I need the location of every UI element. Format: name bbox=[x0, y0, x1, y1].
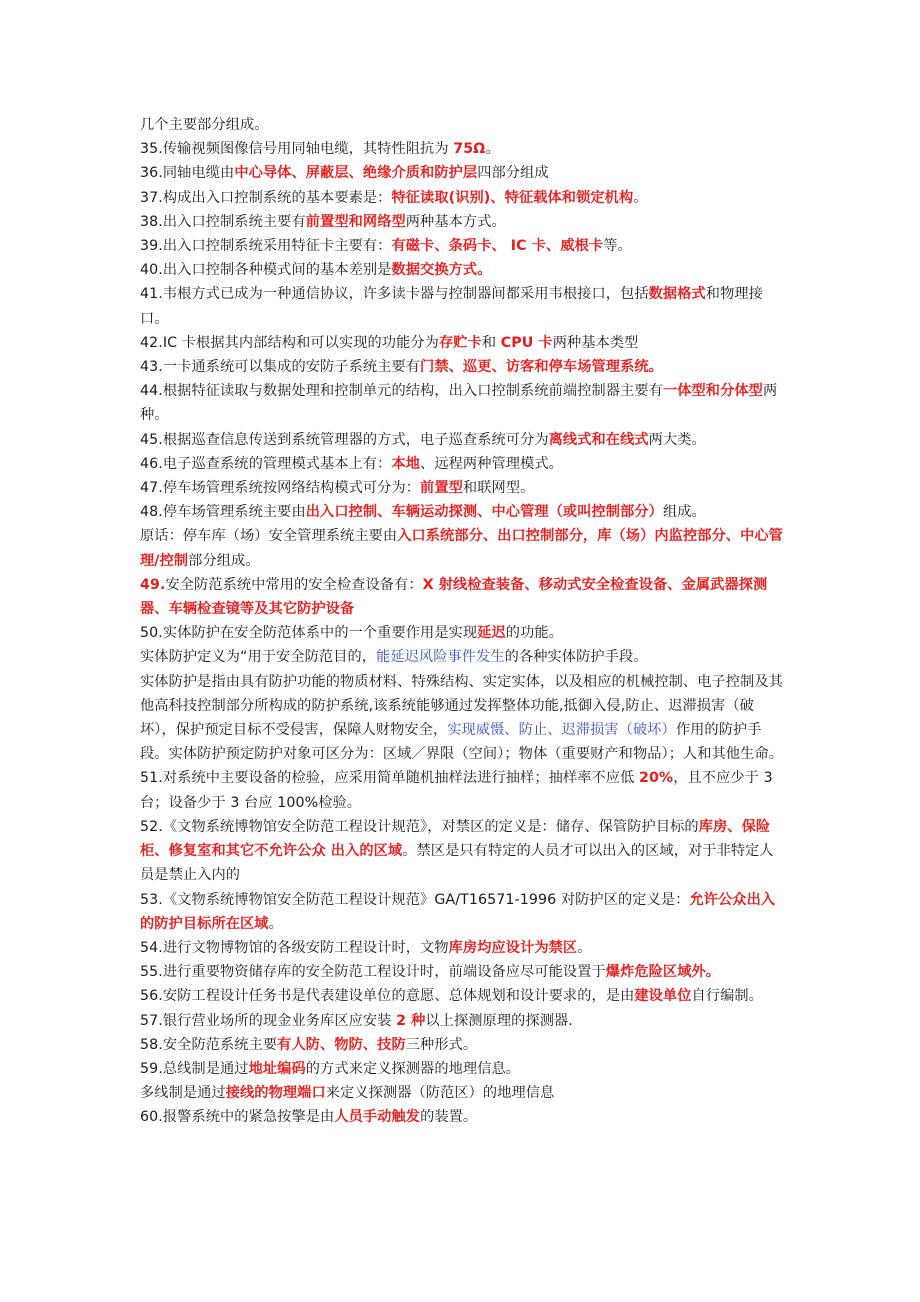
text-line bbox=[140, 1105, 784, 1129]
highlight-red-text: 75Ω bbox=[453, 141, 486, 158]
body-text: 43.一卡通系统可以集成的安防子系统主要有 bbox=[140, 359, 421, 376]
body-text: 。 bbox=[485, 141, 500, 158]
text-line bbox=[140, 888, 784, 936]
highlight-blue-text: 实现威慑、防止、迟滞损害（破坏） bbox=[447, 722, 676, 739]
highlight-red-text: 2 种 bbox=[396, 1012, 426, 1029]
text-line bbox=[140, 161, 784, 185]
text-line bbox=[140, 210, 784, 234]
body-text: 53.《文物系统博物馆安全防范工程设计规范》GA/T16571-1996 对防护区的定义是： bbox=[140, 891, 690, 908]
body-text: 57.银行营业场所的现金业务库区应安装 bbox=[140, 1012, 397, 1029]
body-text: 作用的防护手段。实体防护预定防护对象可区分为：区域／界限（空间）；物体（重要财产和物品）；人和其他生命。 bbox=[140, 722, 784, 763]
highlight-red-text: 离线式和在线式 bbox=[548, 431, 649, 448]
text-line bbox=[140, 234, 784, 258]
body-text: ，且不应少于 3 台；设备少于 3 台应 100%检验。 bbox=[140, 770, 773, 811]
body-text: 的各种实体防护手段。 bbox=[504, 649, 648, 666]
text-line bbox=[140, 766, 784, 814]
highlight-red-text: 前置型 bbox=[420, 480, 463, 497]
highlight-red-text: 人员手动触发 bbox=[334, 1109, 421, 1126]
body-text: 和物理接口。 bbox=[140, 286, 763, 327]
body-text: 以上探测原理的探测器. bbox=[425, 1012, 573, 1029]
highlight-red-text: 门禁、巡更、访客和停车场管理系统。 bbox=[420, 359, 663, 376]
highlight-red-text: 爆炸危险区域外。 bbox=[605, 964, 721, 981]
body-text: 44.根据特征读取与数据处理和控制单元的结构，出入口控制系统前端控制器主要有 bbox=[140, 383, 663, 400]
highlight-red-text: 地址编码 bbox=[248, 1060, 306, 1077]
body-text: 两大类。 bbox=[648, 431, 706, 448]
highlight-red-text: 20% bbox=[638, 770, 674, 787]
body-text: 组成。 bbox=[662, 504, 706, 521]
highlight-red-text: 入口系统部分、出口控制部分，库（场）内监控部分、中心管理/控制 bbox=[140, 528, 783, 569]
highlight-red-text: 中心导体、屏蔽层、绝缘介质和防护层 bbox=[234, 165, 478, 182]
highlight-red-text: 接线的物理端口 bbox=[225, 1085, 326, 1102]
body-text: 41.韦根方式已成为一种通信协议，许多读卡器与控制器间都采用韦根接口，包括 bbox=[140, 286, 649, 303]
text-line bbox=[140, 573, 784, 621]
body-text: 59.总线制是通过 bbox=[140, 1060, 249, 1077]
body-text: 的装置。 bbox=[420, 1109, 478, 1126]
text-line bbox=[140, 621, 784, 645]
body-text: 40.出入口控制各种模式间的基本差别是 bbox=[140, 262, 392, 279]
text-line bbox=[140, 936, 784, 960]
body-text: 51.对系统中主要设备的检验，应采用简单随机抽样法进行抽样；抽样率不应低 bbox=[140, 770, 639, 787]
body-text: 、远程两种管理模式。 bbox=[420, 455, 563, 472]
body-text: 两种。 bbox=[140, 383, 778, 424]
body-text: 。 bbox=[633, 189, 648, 206]
highlight-red-text: 一体型和分体型 bbox=[662, 383, 763, 400]
highlight-red-text: 允许公众出入的防护目标所在区域 bbox=[140, 891, 776, 932]
body-text: 。 bbox=[268, 915, 283, 932]
text-line bbox=[140, 815, 784, 888]
text-line bbox=[140, 645, 784, 669]
highlight-red-text: 前置型和网络型 bbox=[305, 213, 406, 230]
text-line bbox=[140, 1081, 784, 1105]
text-line bbox=[140, 137, 784, 161]
document-body bbox=[140, 113, 784, 1130]
body-text: 两种基本方式。 bbox=[405, 213, 506, 230]
highlight-red-text: 存贮卡 bbox=[438, 334, 482, 351]
highlight-red-text: 数据格式 bbox=[648, 286, 706, 303]
body-text: 47.停车场管理系统按网络结构模式可分为： bbox=[140, 480, 421, 497]
text-line bbox=[140, 1009, 784, 1033]
body-text: 54.进行文物博物馆的各级安防工程设计时，文物 bbox=[140, 939, 449, 956]
highlight-blue-text: 能延迟风险事件发生 bbox=[376, 649, 505, 666]
text-line bbox=[140, 452, 784, 476]
text-line bbox=[140, 258, 784, 282]
highlight-red-text: 数据交换方式。 bbox=[391, 262, 492, 279]
body-text: 55.进行重要物资储存库的安全防范工程设计时，前端设备应尽可能设置于 bbox=[140, 964, 606, 981]
highlight-red-text: 本地 bbox=[391, 455, 421, 472]
body-text: 38.出入口控制系统主要有 bbox=[140, 213, 306, 230]
text-line bbox=[140, 113, 784, 137]
highlight-red-text: 49. bbox=[140, 576, 166, 593]
highlight-red-text: 库房、保险柜、修复室和其它不允许公众 出入的区域 bbox=[140, 818, 771, 860]
text-line bbox=[140, 1033, 784, 1057]
body-text: 48.停车场管理系统主要由 bbox=[140, 504, 306, 521]
body-text: 实体防护是指由具有防护功能的物质材料、特殊结构、实定实体，以及相应的机械控制、电子控制及其他高科技控制部分所构成的防护系统,该系统能够通过发挥整体功能,抵御入侵,防止、迟滞损害（破坏），保护预定目标不受侵害，保障人财物安全， bbox=[140, 673, 783, 739]
body-text: 和联网型。 bbox=[462, 480, 535, 497]
body-text: 的方式来定义探测器的地理信息。 bbox=[305, 1060, 521, 1077]
highlight-red-text: X 射线检查装备、移动式安全检查设备、金属武器探测器、车辆检查镜等及其它防护设备 bbox=[140, 576, 768, 618]
body-text: 45.根据巡查信息传送到系统管理器的方式，电子巡查系统可分为 bbox=[140, 431, 549, 448]
body-text: 。 bbox=[577, 939, 592, 956]
text-line bbox=[140, 379, 784, 427]
body-text: 39.出入口控制系统采用特征卡主要有： bbox=[140, 238, 392, 255]
body-text: 60.报警系统中的紧急按擎是由 bbox=[140, 1109, 335, 1126]
body-text: 等。 bbox=[603, 238, 632, 255]
highlight-red-text: 有人防、物防、技防 bbox=[277, 1036, 406, 1053]
body-text: 实体防护定义为“用于安全防范目的， bbox=[140, 649, 377, 666]
text-line bbox=[140, 960, 784, 984]
highlight-red-text: 有磁卡、条码卡、 IC 卡、威根卡 bbox=[391, 238, 604, 255]
text-line bbox=[140, 670, 784, 767]
body-text: 原话：停车库（场）安全管理系统主要由 bbox=[140, 528, 398, 545]
text-line bbox=[140, 186, 784, 210]
text-line bbox=[140, 524, 784, 572]
body-text: 46.电子巡查系统的管理模式基本上有： bbox=[140, 455, 392, 472]
highlight-red-text: CPU 卡 bbox=[500, 334, 553, 351]
body-text: 37.构成出入口控制系统的基本要素是： bbox=[140, 189, 392, 206]
body-text: 35.传输视频图像信号用同轴电缆，其特性阻抗为 bbox=[140, 141, 454, 158]
body-text: 50.实体防护在安全防范体系中的一个重要作用是实现 bbox=[140, 625, 478, 642]
body-text: 三种形式。 bbox=[405, 1036, 478, 1053]
text-line bbox=[140, 282, 784, 330]
body-text: 两种基本类型 bbox=[552, 334, 639, 351]
highlight-red-text: 特征读取(识别)、特征载体和锁定机构 bbox=[391, 189, 634, 206]
highlight-red-text: 库房均应设计为禁区 bbox=[448, 939, 578, 956]
body-text: 和 bbox=[481, 334, 501, 351]
body-text: 几个主要部分组成。 bbox=[140, 117, 269, 133]
body-text: 58.安全防范系统主要 bbox=[140, 1036, 278, 1053]
text-line bbox=[140, 428, 784, 452]
body-text: 部分组成。 bbox=[188, 552, 260, 569]
text-line bbox=[140, 500, 784, 524]
body-text: 自行编制。 bbox=[691, 988, 763, 1005]
body-text: 56.安防工程设计任务书是代表建设单位的意愿、总体规划和设计要求的，是由 bbox=[140, 988, 635, 1005]
highlight-red-text: 建设单位 bbox=[634, 988, 692, 1005]
body-text: 四部分组成 bbox=[477, 165, 549, 182]
text-line bbox=[140, 476, 784, 500]
text-line bbox=[140, 331, 784, 355]
body-text: 安全防范系统中常用的安全检查设备有： bbox=[165, 576, 423, 593]
body-text: 52.《文物系统博物馆安全防范工程设计规范》，对禁区的定义是：储存、保管防护目标的 bbox=[140, 818, 699, 835]
highlight-red-text: 出入口控制、车辆运动探测、中心管理（或叫控制部分） bbox=[305, 504, 663, 521]
text-line bbox=[140, 355, 784, 379]
highlight-red-text: 延迟 bbox=[477, 625, 506, 642]
body-text: 42.IC 卡根据其内部结构和可以实现的功能分为 bbox=[140, 334, 439, 351]
body-text: 。禁区是只有特定的人员才可以出入的区域，对于非特定人员是禁止入内的 bbox=[140, 843, 774, 884]
text-line bbox=[140, 1057, 784, 1081]
text-line bbox=[140, 984, 784, 1008]
body-text: 来定义探测器（防范区）的地理信息 bbox=[325, 1085, 555, 1102]
body-text: 36.同轴电缆由 bbox=[140, 165, 235, 182]
body-text: 的功能。 bbox=[505, 625, 563, 642]
body-text: 多线制是通过 bbox=[140, 1085, 226, 1102]
